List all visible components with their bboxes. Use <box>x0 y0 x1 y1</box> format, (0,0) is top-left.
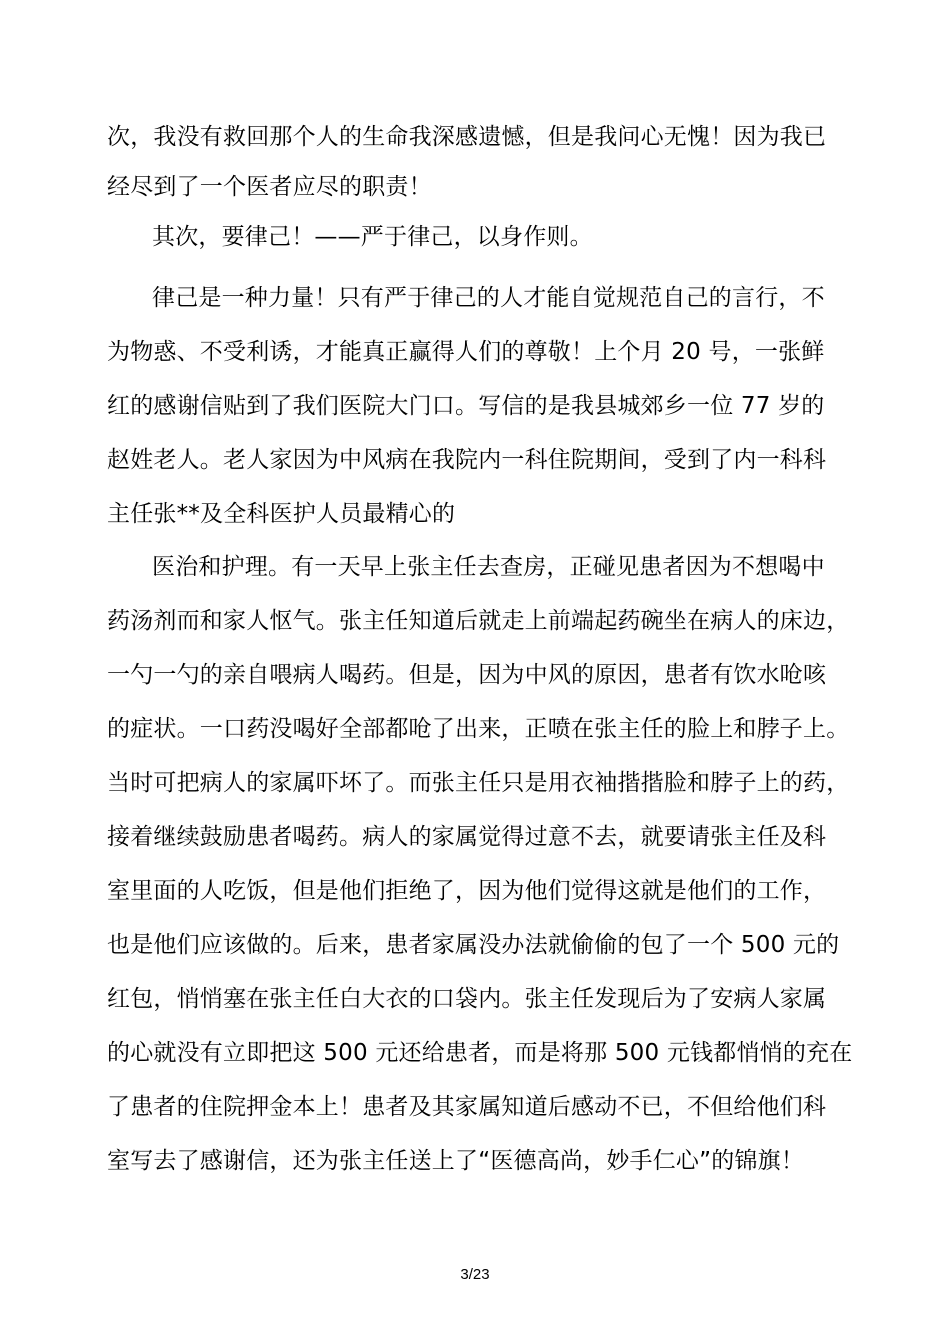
text-line: 也是他们应该做的。后来，患者家属没办法就偷偷的包了一个 500 元的 <box>107 932 840 958</box>
text-line: 其次，要律己！——严于律己，以身作则。 <box>152 224 593 250</box>
text-line: 当时可把病人的家属吓坏了。而张主任只是用衣袖揩揩脸和脖子上的药， <box>107 770 850 796</box>
text-line: 经尽到了一个医者应尽的职责！ <box>107 174 432 200</box>
page-number: 3/23 <box>460 1266 490 1283</box>
text-line: 红的感谢信贴到了我们医院大门口。写信的是我县城郊乡一位 77 岁的 <box>107 393 825 419</box>
text-line: 红包，悄悄塞在张主任白大衣的口袋内。张主任发现后为了安病人家属 <box>107 986 827 1012</box>
text-line: 的心就没有立即把这 500 元还给患者，而是将那 500 元钱都悄悄的充在 <box>107 1040 853 1066</box>
text-line: 医治和护理。有一天早上张主任去查房，正碰见患者因为不想喝中 <box>152 554 825 580</box>
text-line: 的症状。一口药没喝好全部都呛了出来，正喷在张主任的脸上和脖子上。 <box>107 716 850 742</box>
text-line: 主任张**及全科医护人员最精心的 <box>107 501 456 527</box>
text-line: 接着继续鼓励患者喝药。病人的家属觉得过意不去，就要请张主任及科 <box>107 824 827 850</box>
text-line: 为物惑、不受利诱，才能真正赢得人们的尊敬！上个月 20 号，一张鲜 <box>107 339 825 365</box>
text-line: 室里面的人吃饭，但是他们拒绝了，因为他们觉得这就是他们的工作， <box>107 878 827 904</box>
text-line: 一勺一勺的亲自喂病人喝药。但是，因为中风的原因，患者有饮水呛咳 <box>107 662 827 688</box>
text-line: 药汤剂而和家人怄气。张主任知道后就走上前端起药碗坐在病人的床边， <box>107 608 850 634</box>
text-line: 室写去了感谢信，还为张主任送上了“医德高尚，妙手仁心”的锦旗！ <box>107 1148 805 1174</box>
text-line: 了患者的住院押金本上！患者及其家属知道后感动不已，不但给他们科 <box>107 1094 827 1120</box>
text-line: 律己是一种力量！只有严于律己的人才能自觉规范自己的言行，不 <box>152 285 825 311</box>
text-line: 赵姓老人。老人家因为中风病在我院内一科住院期间，受到了内一科科 <box>107 447 827 473</box>
text-line: 次，我没有救回那个人的生命我深感遗憾，但是我问心无愧！因为我已 <box>107 124 827 150</box>
